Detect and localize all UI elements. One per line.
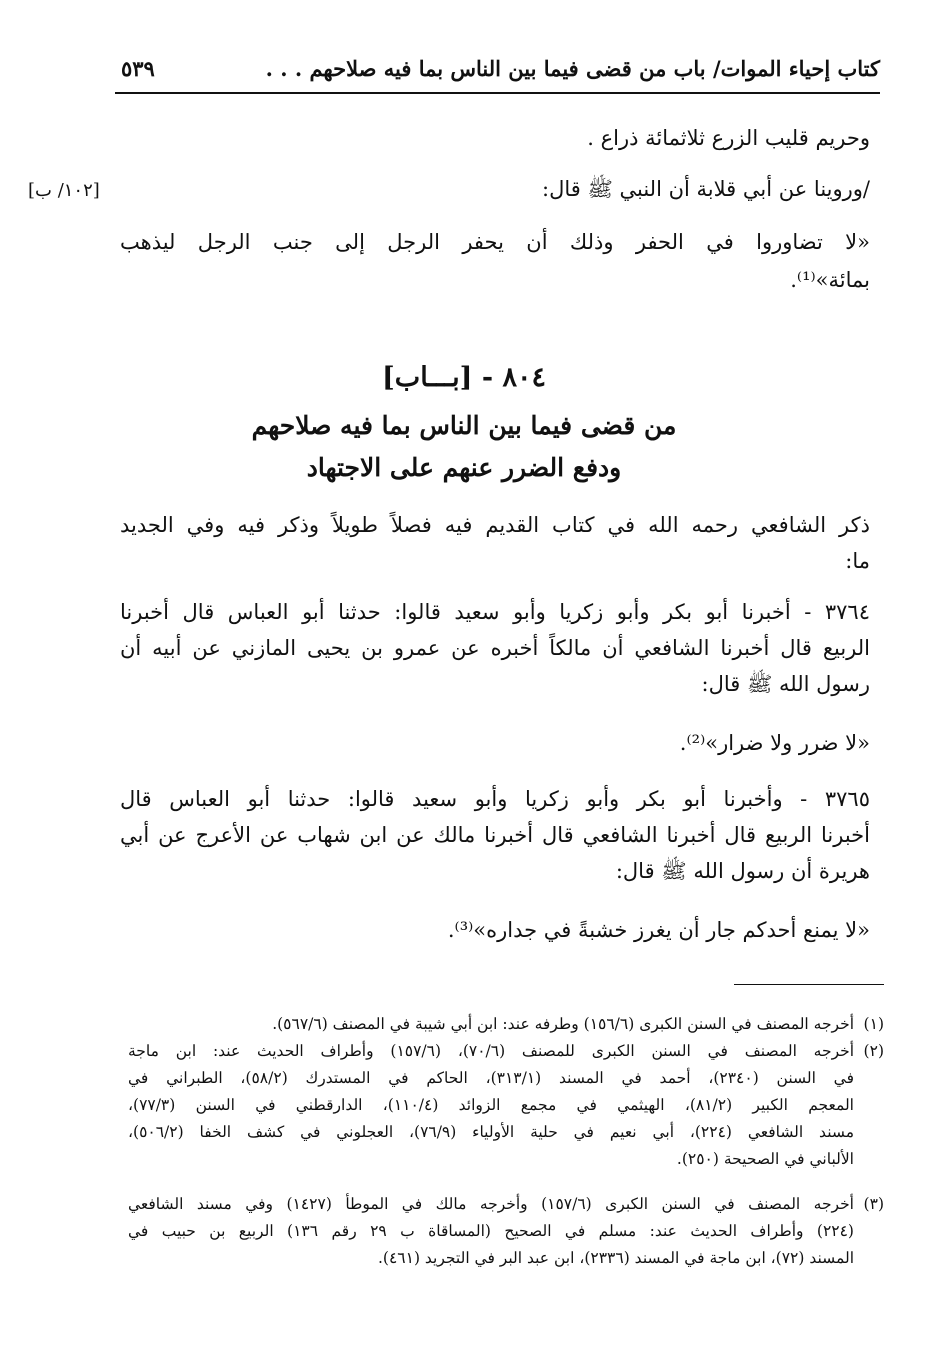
chapter-title-line-2: ودفع الضرر عنهم على الاجتهاد: [306, 453, 622, 482]
footnote-text: (٢٢٤) وأطراف الحديث عند: مسلم في الصحيح (المساقاة ب ٢٩ رقم ١٣٦) الربيع بن حبيب في: [128, 1222, 854, 1240]
chapter-title-line-1: من قضى فيما بين الناس بما فيه صلاحهم: [251, 411, 677, 440]
hadith-3765-line: ٣٧٦٥ - وأخبرنا أبو بكر وأبو زكريا وأبو سعيد قالوا: حدثنا أبو العباس قال: [120, 787, 870, 811]
text-line: أخبرنا الربيع قال أخبرنا الشافعي قال أخبرنا مالك عن ابن شهاب عن الأعرج عن أبي: [120, 823, 870, 847]
footnote-text: أخرجه المصنف في السنن الكبرى (١٥٦/٦) وطرفه عند: ابن أبي شيبة في المصنف (٥٦٧/٦).: [272, 1015, 854, 1033]
text-line: الربيع قال أخبرنا الشافعي أن مالكاً أخبره عن عمرو بن يحيى المازني عن أبيه أن: [120, 636, 870, 660]
footnote-number: (٣): [863, 1195, 884, 1213]
running-header: [115, 50, 880, 94]
running-header-title: كتاب إحياء الموات/ باب من قضى فيما بين الناس بما فيه صلاحهم . . .: [265, 56, 880, 81]
footnote-number: (٢): [863, 1042, 884, 1060]
page-number: ٥٣٩: [121, 56, 155, 81]
footnote-number: (١): [863, 1015, 884, 1033]
hadith-quote: «لا ضرر ولا ضرار»⁽²⁾.: [679, 731, 870, 755]
text-line: «لا تضاوروا في الحفر وذلك أن يحفر الرجل إلى جنب الرجل ليذهب: [120, 230, 871, 254]
text-line: وحريم قليب الزرع ثلاثمائة ذراع .: [587, 126, 870, 150]
footnote-separator: [734, 984, 884, 985]
text-line: هريرة أن رسول الله ﷺ قال:: [615, 859, 870, 883]
header-rule: [115, 92, 880, 94]
chapter-number: ٨٠٤ - [بـــاب]: [382, 362, 546, 393]
footnote-1: [128, 1013, 884, 1035]
footnote-text: المسند (٧٢)، ابن ماجة في المسند (٢٣٣٦)، ابن عبد البر في التجريد (٤٦١).: [377, 1249, 854, 1267]
text-line: /وروينا عن أبي قلابة أن النبي ﷺ قال:: [542, 177, 870, 201]
footnote-2: [128, 1040, 884, 1062]
text-line: رسول الله ﷺ قال:: [701, 672, 870, 696]
footnote-text: مسند الشافعي (٢٢٤)، أبي نعيم في حلية الأولياء (٧٦/٩)، العجلوني في كشف الخفا (٥٠٦/٢)،: [128, 1123, 855, 1141]
footnote-text: أخرجه المصنف في السنن الكبرى للمصنف (٧٠/٦)، (١٥٧/٦) وأطراف الحديث عند: ابن ماجة: [128, 1042, 855, 1060]
hadith-3764-line: ٣٧٦٤ - أخبرنا أبو بكر وأبو زكريا وأبو سعيد قالوا: حدثنا أبو العباس قال أخبرنا: [120, 600, 870, 624]
text-line: بمائة»⁽¹⁾.: [790, 268, 870, 292]
footnote-text: في السنن (٢٣٤٠)، أحمد في المسند (٣١٣/١)، الحاكم في المستدرك (٥٨/٢)، الطبراني في: [128, 1069, 854, 1087]
footnote-text: الألباني في الصحيحة (٢٥٠).: [676, 1150, 854, 1168]
text-line: ما:: [845, 549, 870, 573]
text-line: ذكر الشافعي رحمه الله في كتاب القديم فيه فصلاً طويلاً وذكر فيه وفي الجديد: [120, 513, 870, 537]
hadith-quote: «لا يمنع أحدكم جار أن يغرز خشبةً في جداره»⁽³⁾.: [447, 918, 870, 942]
footnote-text: أخرجه المصنف في السنن الكبرى (١٥٧/٦) وأخرجه مالك في الموطأ (١٤٢٧) وفي مسند الشافعي: [128, 1195, 854, 1213]
margin-folio-note: [١٠٢/ ب]: [28, 180, 100, 201]
footnote-text: المعجم الكبير (٨١/٢)، الهيثمي في مجمع الزوائد (١١٠/٤)، الدارقطني في السنن (٧٧/٣)،: [128, 1096, 854, 1114]
footnote-3: [128, 1193, 884, 1215]
